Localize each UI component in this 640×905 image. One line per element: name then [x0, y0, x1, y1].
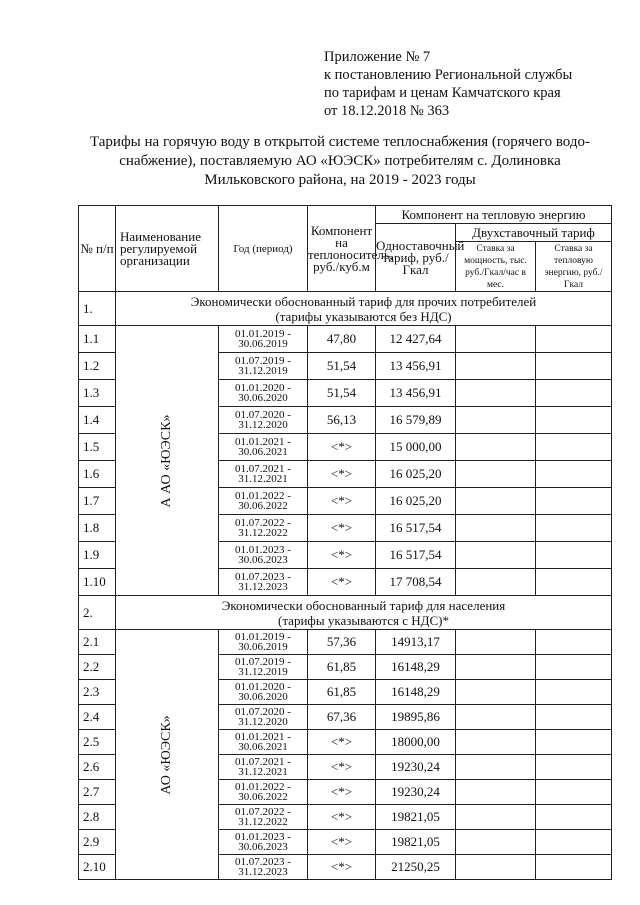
row-number: 2.6 — [79, 755, 116, 780]
period-end: 31.12.2020 — [238, 419, 288, 431]
carrier-value: 67,36 — [308, 705, 376, 730]
single-rate-value: 16 517,54 — [376, 515, 456, 542]
period-cell — [219, 680, 308, 705]
capacity-rate-value — [456, 805, 536, 830]
header-energy-group: Компонент на тепловую энергию — [376, 206, 612, 224]
period-end: 30.06.2020 — [238, 691, 288, 703]
capacity-rate-value — [456, 730, 536, 755]
carrier-value: <*> — [308, 805, 376, 830]
carrier-value: <*> — [308, 515, 376, 542]
single-rate-value: 16 579,89 — [376, 407, 456, 434]
carrier-value: <*> — [308, 830, 376, 855]
single-rate-value: 19821,05 — [376, 805, 456, 830]
appendix-line: по тарифам и ценам Камчатского края — [324, 85, 561, 101]
organization-cell — [116, 326, 219, 596]
tariff-table — [78, 205, 612, 880]
row-number: 1.1 — [79, 326, 116, 353]
carrier-value: <*> — [308, 855, 376, 880]
period-cell — [219, 655, 308, 680]
single-rate-value: 19821,05 — [376, 830, 456, 855]
period-cell — [219, 855, 308, 880]
energy-rate-value — [536, 655, 612, 680]
capacity-rate-value — [456, 434, 536, 461]
period-end: 30.06.2023 — [238, 554, 288, 566]
header-year: Год (период) — [219, 206, 308, 292]
header-energy-rate: Ставка за тепловую энергию, руб./Гкал — [536, 242, 612, 292]
section-title-line: Экономически обоснованный тариф для населения — [221, 597, 506, 613]
period-cell — [219, 407, 308, 434]
carrier-value: <*> — [308, 488, 376, 515]
energy-rate-value — [536, 805, 612, 830]
period-start: 01.07.2021 - — [235, 755, 291, 768]
organization-cell — [116, 630, 219, 880]
period-end: 31.12.2023 — [238, 581, 288, 593]
energy-rate-value — [536, 855, 612, 880]
period-start: 01.07.2019 - — [235, 655, 291, 668]
row-number: 1.6 — [79, 461, 116, 488]
period-cell — [219, 630, 308, 655]
period-start: 01.07.2022 - — [235, 516, 291, 529]
period-start: 01.01.2020 - — [235, 680, 291, 693]
capacity-rate-value — [456, 407, 536, 434]
carrier-value: <*> — [308, 434, 376, 461]
table-row — [79, 326, 612, 353]
capacity-rate-value — [456, 705, 536, 730]
row-number: 2.4 — [79, 705, 116, 730]
energy-rate-value — [536, 755, 612, 780]
organization-name: А АО «ЮЭСК» — [159, 414, 174, 507]
period-end: 31.12.2019 — [238, 365, 288, 377]
period-start: 01.01.2020 - — [235, 381, 291, 394]
period-start: 01.01.2019 - — [235, 327, 291, 340]
single-rate-value: 16 025,20 — [376, 461, 456, 488]
capacity-rate-value — [456, 488, 536, 515]
title-line: Тарифы на горячую воду в открытой системе теплоснабжения (горячего водо- — [89, 134, 591, 150]
single-rate-value: 16148,29 — [376, 655, 456, 680]
single-rate-value: 16 025,20 — [376, 488, 456, 515]
row-number: 2.5 — [79, 730, 116, 755]
carrier-value: <*> — [308, 780, 376, 805]
period-start: 01.01.2022 - — [235, 489, 291, 502]
section-title-line: (тарифы указываются без НДС) — [275, 308, 452, 324]
period-cell — [219, 353, 308, 380]
section-title-line: Экономически обоснованный тариф для прочих потребителей — [190, 293, 537, 309]
capacity-rate-value — [456, 326, 536, 353]
period-cell — [219, 730, 308, 755]
header-org: Наименование регулируемой организации — [116, 206, 219, 292]
row-number: 1.10 — [79, 569, 116, 596]
header-two-rate: Двухставочный тариф — [456, 224, 612, 242]
single-rate-value: 16148,29 — [376, 680, 456, 705]
capacity-rate-value — [456, 655, 536, 680]
single-rate-value: 15 000,00 — [376, 434, 456, 461]
energy-rate-value — [536, 569, 612, 596]
carrier-value: <*> — [308, 542, 376, 569]
energy-rate-value — [536, 353, 612, 380]
section-row — [79, 292, 612, 326]
period-cell — [219, 380, 308, 407]
row-number: 2.7 — [79, 780, 116, 805]
carrier-value: 61,85 — [308, 680, 376, 705]
period-start: 01.01.2022 - — [235, 780, 291, 793]
row-number: 2.2 — [79, 655, 116, 680]
row-number: 2.10 — [79, 855, 116, 880]
period-end: 30.06.2023 — [238, 841, 288, 853]
energy-rate-value — [536, 407, 612, 434]
period-cell — [219, 326, 308, 353]
period-cell — [219, 569, 308, 596]
single-rate-value: 19895,86 — [376, 705, 456, 730]
period-start: 01.07.2019 - — [235, 354, 291, 367]
period-cell — [219, 488, 308, 515]
carrier-value: <*> — [308, 569, 376, 596]
section-title — [116, 292, 612, 326]
period-start: 01.07.2021 - — [235, 462, 291, 475]
period-end: 30.06.2019 — [238, 338, 288, 350]
row-number: 2.9 — [79, 830, 116, 855]
carrier-value: 51,54 — [308, 353, 376, 380]
organization-name: АО «ЮЭСК» — [159, 714, 174, 795]
row-number: 1.3 — [79, 380, 116, 407]
single-rate-value: 19230,24 — [376, 780, 456, 805]
period-end: 30.06.2022 — [238, 500, 288, 512]
section-title-line: (тарифы указываются с НДС)* — [278, 612, 449, 628]
carrier-value: 51,54 — [308, 380, 376, 407]
carrier-value: 56,13 — [308, 407, 376, 434]
capacity-rate-value — [456, 755, 536, 780]
period-start: 01.07.2020 - — [235, 408, 291, 421]
row-number: 1.7 — [79, 488, 116, 515]
period-cell — [219, 705, 308, 730]
row-number: 1.2 — [79, 353, 116, 380]
row-number: 1.8 — [79, 515, 116, 542]
period-cell — [219, 461, 308, 488]
energy-rate-value — [536, 780, 612, 805]
single-rate-value: 13 456,91 — [376, 353, 456, 380]
carrier-value: 47,80 — [308, 326, 376, 353]
appendix-header — [324, 48, 624, 120]
single-rate-value: 18000,00 — [376, 730, 456, 755]
period-end: 31.12.2020 — [238, 716, 288, 728]
period-end: 30.06.2021 — [238, 741, 288, 753]
row-number: 1.4 — [79, 407, 116, 434]
single-rate-value: 13 456,91 — [376, 380, 456, 407]
capacity-rate-value — [456, 569, 536, 596]
period-start: 01.07.2023 - — [235, 855, 291, 868]
header-capacity-rate: Ставка за мощность, тыс. руб./Гкал/час в мес. — [456, 242, 536, 292]
row-number: 2.8 — [79, 805, 116, 830]
capacity-rate-value — [456, 780, 536, 805]
row-number: 2.1 — [79, 630, 116, 655]
period-cell — [219, 542, 308, 569]
carrier-value: <*> — [308, 730, 376, 755]
period-end: 30.06.2021 — [238, 446, 288, 458]
single-rate-value: 17 708,54 — [376, 569, 456, 596]
period-end: 30.06.2022 — [238, 791, 288, 803]
energy-rate-value — [536, 630, 612, 655]
single-rate-value: 21250,25 — [376, 855, 456, 880]
single-rate-value: 12 427,64 — [376, 326, 456, 353]
period-start: 01.01.2021 - — [235, 730, 291, 743]
period-cell — [219, 830, 308, 855]
energy-rate-value — [536, 680, 612, 705]
capacity-rate-value — [456, 542, 536, 569]
period-cell — [219, 780, 308, 805]
period-cell — [219, 755, 308, 780]
energy-rate-value — [536, 326, 612, 353]
row-number: 1.5 — [79, 434, 116, 461]
section-number: 2. — [79, 596, 116, 630]
period-start: 01.01.2023 - — [235, 830, 291, 843]
title-line: Мильковского района, на 2019 - 2023 годы — [204, 172, 476, 188]
energy-rate-value — [536, 730, 612, 755]
energy-rate-value — [536, 461, 612, 488]
energy-rate-value — [536, 705, 612, 730]
energy-rate-value — [536, 542, 612, 569]
period-start: 01.07.2023 - — [235, 570, 291, 583]
appendix-line: от 18.12.2018 № 363 — [324, 103, 450, 119]
section-number: 1. — [79, 292, 116, 326]
capacity-rate-value — [456, 630, 536, 655]
period-end: 31.12.2019 — [238, 666, 288, 678]
energy-rate-value — [536, 515, 612, 542]
period-start: 01.07.2020 - — [235, 705, 291, 718]
period-end: 31.12.2021 — [238, 766, 288, 778]
appendix-line: Приложение № 7 — [324, 49, 431, 65]
section-row — [79, 596, 612, 630]
carrier-value: <*> — [308, 755, 376, 780]
capacity-rate-value — [456, 353, 536, 380]
row-number: 1.9 — [79, 542, 116, 569]
header-carrier: Компонент на теплоноситель, руб./куб.м — [308, 206, 376, 292]
period-end: 31.12.2023 — [238, 866, 288, 878]
period-cell — [219, 515, 308, 542]
period-start: 01.01.2023 - — [235, 543, 291, 556]
period-start: 01.01.2021 - — [235, 435, 291, 448]
energy-rate-value — [536, 434, 612, 461]
capacity-rate-value — [456, 515, 536, 542]
period-cell — [219, 805, 308, 830]
energy-rate-value — [536, 488, 612, 515]
period-start: 01.07.2022 - — [235, 805, 291, 818]
period-end: 30.06.2019 — [238, 641, 288, 653]
period-end: 31.12.2022 — [238, 816, 288, 828]
carrier-value: 61,85 — [308, 655, 376, 680]
single-rate-value: 14913,17 — [376, 630, 456, 655]
capacity-rate-value — [456, 830, 536, 855]
energy-rate-value — [536, 830, 612, 855]
appendix-line: к постановлению Региональной службы — [324, 67, 573, 83]
carrier-value: <*> — [308, 461, 376, 488]
document-title — [70, 133, 610, 190]
period-start: 01.01.2019 - — [235, 630, 291, 643]
period-end: 31.12.2021 — [238, 473, 288, 485]
single-rate-value: 16 517,54 — [376, 542, 456, 569]
table-row — [79, 630, 612, 655]
single-rate-value: 19230,24 — [376, 755, 456, 780]
carrier-value: 57,36 — [308, 630, 376, 655]
capacity-rate-value — [456, 380, 536, 407]
capacity-rate-value — [456, 461, 536, 488]
header-num: № п/п — [79, 206, 116, 292]
period-cell — [219, 434, 308, 461]
title-line: снабжение), поставляемую АО «ЮЭСК» потребителям с. Долиновка — [119, 153, 561, 169]
section-title — [116, 596, 612, 630]
capacity-rate-value — [456, 680, 536, 705]
header-single-rate: Одноставочный тариф, руб./Гкал — [376, 224, 456, 292]
energy-rate-value — [536, 380, 612, 407]
period-end: 31.12.2022 — [238, 527, 288, 539]
period-end: 30.06.2020 — [238, 392, 288, 404]
row-number: 2.3 — [79, 680, 116, 705]
capacity-rate-value — [456, 855, 536, 880]
